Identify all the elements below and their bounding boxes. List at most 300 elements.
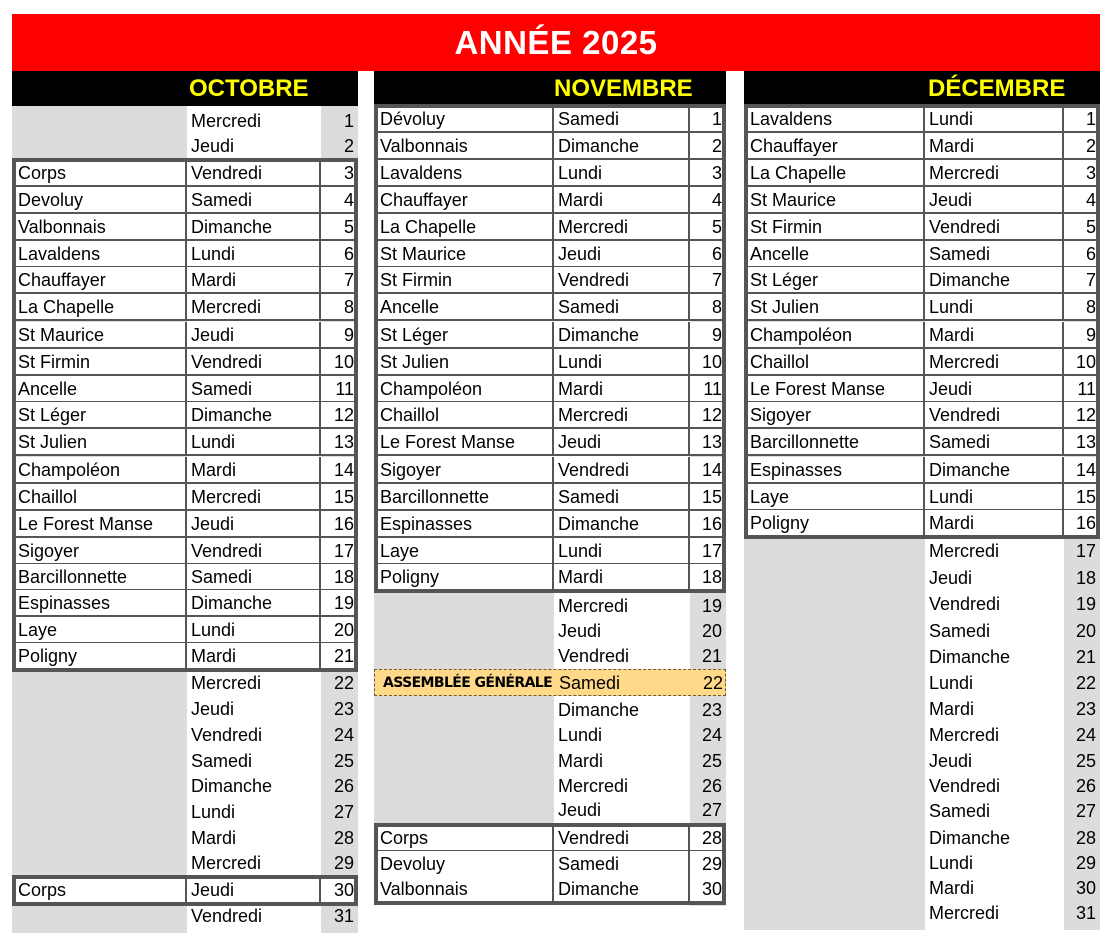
day-number: 20 bbox=[333, 620, 354, 640]
day-number: 7 bbox=[343, 270, 354, 290]
day-row bbox=[744, 565, 1100, 592]
day-number: 25 bbox=[701, 751, 722, 771]
place-name: Lavaldens bbox=[12, 241, 187, 268]
weekday: Dimanche bbox=[187, 590, 321, 617]
weekday: Samedi bbox=[559, 673, 621, 693]
day-number: 14 bbox=[333, 460, 354, 480]
place-name: St Léger bbox=[12, 402, 187, 429]
day-row bbox=[374, 773, 726, 800]
day-row bbox=[12, 877, 358, 904]
day-row bbox=[744, 773, 1100, 800]
day-number: 17 bbox=[333, 541, 354, 561]
place-name: Devoluy bbox=[374, 851, 554, 878]
day-row bbox=[744, 538, 1100, 565]
place-name: Chaillol bbox=[374, 402, 554, 429]
place-name: Lavaldens bbox=[374, 160, 554, 187]
day-number: 6 bbox=[343, 244, 354, 264]
day-number: 10 bbox=[333, 352, 354, 372]
place-name bbox=[374, 697, 554, 724]
day-number: 9 bbox=[711, 325, 722, 345]
weekday: Lundi bbox=[554, 538, 690, 565]
day-row bbox=[744, 670, 1100, 697]
month-name: DÉCEMBRE bbox=[928, 75, 1066, 102]
day-number: 17 bbox=[701, 541, 722, 561]
place-name: Ancelle bbox=[374, 294, 554, 321]
weekday: Jeudi bbox=[929, 568, 973, 588]
day-row bbox=[12, 214, 358, 241]
weekday: Lundi bbox=[925, 484, 1064, 511]
place-name bbox=[744, 722, 925, 749]
day-number: 23 bbox=[1075, 699, 1096, 719]
place-name bbox=[374, 618, 554, 645]
weekday: Samedi bbox=[929, 621, 991, 641]
day-number: 8 bbox=[343, 297, 354, 317]
weekday: Samedi bbox=[925, 241, 1064, 268]
day-row bbox=[12, 133, 358, 160]
day-row bbox=[12, 748, 358, 775]
day-number: 15 bbox=[333, 487, 354, 507]
weekday: Vendredi bbox=[187, 160, 321, 187]
day-row bbox=[12, 267, 358, 294]
day-row bbox=[374, 294, 726, 321]
place-name: Sigoyer bbox=[12, 538, 187, 565]
weekday: Jeudi bbox=[191, 136, 235, 156]
day-number: 8 bbox=[1085, 297, 1096, 317]
weekday: Lundi bbox=[187, 241, 321, 268]
day-number: 19 bbox=[701, 596, 722, 616]
day-row bbox=[744, 850, 1100, 877]
day-row bbox=[12, 376, 358, 403]
place-name bbox=[374, 773, 554, 800]
day-number: 29 bbox=[333, 853, 354, 873]
weekday: Jeudi bbox=[558, 621, 602, 641]
day-number: 25 bbox=[333, 751, 354, 771]
day-row bbox=[12, 903, 358, 930]
day-row bbox=[12, 538, 358, 565]
place-name bbox=[744, 618, 925, 645]
day-number: 4 bbox=[343, 190, 354, 210]
day-row bbox=[374, 484, 726, 511]
weekday: Lundi bbox=[925, 294, 1064, 321]
weekday: Mercredi bbox=[191, 853, 262, 873]
weekday: Samedi bbox=[929, 801, 991, 821]
day-number: 11 bbox=[1077, 379, 1096, 399]
day-number: 11 bbox=[703, 379, 722, 399]
day-number: 13 bbox=[333, 432, 354, 452]
place-name: Champoléon bbox=[744, 322, 925, 349]
weekday: Mercredi bbox=[925, 349, 1064, 376]
day-row bbox=[12, 322, 358, 349]
place-name: Barcillonnette bbox=[744, 429, 925, 456]
place-name: Le Forest Manse bbox=[12, 511, 187, 538]
day-number: 4 bbox=[711, 190, 722, 210]
day-row bbox=[744, 214, 1100, 241]
place-name: La Chapelle bbox=[744, 160, 925, 187]
weekday: Vendredi bbox=[558, 646, 630, 666]
place-name: Espinasses bbox=[744, 457, 925, 484]
day-number: 15 bbox=[1075, 487, 1096, 507]
weekday: Mardi bbox=[187, 267, 321, 294]
weekday: Vendredi bbox=[554, 825, 690, 852]
place-name: Chauffayer bbox=[744, 133, 925, 160]
place-name: St Maurice bbox=[12, 322, 187, 349]
place-name: St Julien bbox=[744, 294, 925, 321]
place-name: St Firmin bbox=[374, 267, 554, 294]
day-number: 9 bbox=[343, 325, 354, 345]
day-number: 14 bbox=[1075, 460, 1096, 480]
day-row bbox=[374, 214, 726, 241]
day-number: 17 bbox=[1075, 541, 1096, 561]
day-number: 1 bbox=[1085, 109, 1096, 129]
place-name: Espinasses bbox=[12, 590, 187, 617]
weekday: Mardi bbox=[187, 457, 321, 484]
place-name bbox=[744, 875, 925, 902]
weekday: Mercredi bbox=[191, 673, 262, 693]
place-name: Espinasses bbox=[374, 511, 554, 538]
weekday: Samedi bbox=[187, 376, 321, 403]
day-row bbox=[374, 825, 726, 852]
weekday: Jeudi bbox=[187, 511, 321, 538]
day-row bbox=[12, 722, 358, 749]
day-row bbox=[374, 133, 726, 160]
weekday: Mercredi bbox=[558, 776, 629, 796]
weekday: Dimanche bbox=[929, 828, 1011, 848]
day-row bbox=[744, 748, 1100, 775]
day-number: 21 bbox=[701, 646, 722, 666]
day-row bbox=[374, 267, 726, 294]
place-name: Laye bbox=[374, 538, 554, 565]
weekday: Vendredi bbox=[929, 776, 1001, 796]
place-name bbox=[12, 722, 187, 749]
day-number: 2 bbox=[343, 136, 354, 156]
day-number: 5 bbox=[711, 217, 722, 237]
day-number: 23 bbox=[333, 699, 354, 719]
place-name: Lavaldens bbox=[744, 106, 925, 133]
day-row bbox=[744, 696, 1100, 723]
day-number: 28 bbox=[1075, 828, 1096, 848]
day-number: 16 bbox=[333, 514, 354, 534]
day-row bbox=[12, 484, 358, 511]
place-name: Laye bbox=[744, 484, 925, 511]
place-name bbox=[12, 108, 187, 135]
weekday: Samedi bbox=[554, 294, 690, 321]
place-name: Ancelle bbox=[744, 241, 925, 268]
day-number: 16 bbox=[701, 514, 722, 534]
weekday: Samedi bbox=[191, 751, 253, 771]
weekday: Mercredi bbox=[191, 111, 262, 131]
place-name: Barcillonnette bbox=[12, 564, 187, 591]
place-name: Champoléon bbox=[12, 457, 187, 484]
weekday: Vendredi bbox=[191, 725, 263, 745]
day-row bbox=[374, 669, 726, 696]
day-row bbox=[744, 402, 1100, 429]
place-name bbox=[744, 798, 925, 825]
place-name: St Léger bbox=[374, 322, 554, 349]
weekday: Mercredi bbox=[929, 903, 1000, 923]
day-row bbox=[374, 106, 726, 133]
weekday: Lundi bbox=[187, 429, 321, 456]
day-row bbox=[12, 160, 358, 187]
place-name: Champoléon bbox=[374, 376, 554, 403]
weekday: Mercredi bbox=[925, 160, 1064, 187]
day-row bbox=[374, 402, 726, 429]
day-number: 26 bbox=[701, 776, 722, 796]
place-name bbox=[12, 696, 187, 723]
place-name bbox=[12, 748, 187, 775]
place-name: La Chapelle bbox=[12, 294, 187, 321]
weekday: Mardi bbox=[925, 510, 1064, 537]
place-name: Valbonnais bbox=[374, 133, 554, 160]
weekday: Jeudi bbox=[554, 429, 690, 456]
day-row bbox=[374, 564, 726, 591]
day-row bbox=[744, 618, 1100, 645]
day-number: 6 bbox=[1085, 244, 1096, 264]
assembly-label: ASSEMBLÉE GÉNÉRALE bbox=[383, 675, 553, 691]
day-number: 28 bbox=[701, 828, 722, 848]
day-row bbox=[744, 510, 1100, 537]
day-row bbox=[374, 349, 726, 376]
day-row bbox=[12, 773, 358, 800]
day-row bbox=[374, 593, 726, 620]
weekday: Mercredi bbox=[929, 725, 1000, 745]
day-number: 13 bbox=[701, 432, 722, 452]
day-number: 24 bbox=[1075, 725, 1096, 745]
weekday: Samedi bbox=[187, 564, 321, 591]
day-row bbox=[744, 294, 1100, 321]
day-row bbox=[374, 797, 726, 824]
day-row bbox=[12, 349, 358, 376]
day-number: 18 bbox=[701, 567, 722, 587]
day-row bbox=[374, 876, 726, 903]
day-row bbox=[744, 133, 1100, 160]
day-number: 20 bbox=[701, 621, 722, 641]
day-row bbox=[12, 511, 358, 538]
place-name: La Chapelle bbox=[374, 214, 554, 241]
weekday: Mardi bbox=[929, 699, 975, 719]
day-row bbox=[744, 591, 1100, 618]
day-row bbox=[12, 187, 358, 214]
place-name bbox=[744, 850, 925, 877]
place-name bbox=[374, 797, 554, 824]
place-name: Laye bbox=[12, 617, 187, 644]
place-name: Poligny bbox=[12, 643, 187, 670]
day-row bbox=[744, 376, 1100, 403]
weekday: Lundi bbox=[558, 725, 603, 745]
weekday: Lundi bbox=[925, 106, 1064, 133]
day-row bbox=[12, 670, 358, 697]
month-column-1 bbox=[12, 71, 358, 931]
weekday: Jeudi bbox=[554, 241, 690, 268]
place-name bbox=[744, 670, 925, 697]
weekday: Dimanche bbox=[187, 214, 321, 241]
day-number: 12 bbox=[333, 405, 354, 425]
day-row bbox=[12, 402, 358, 429]
day-row bbox=[12, 457, 358, 484]
place-name bbox=[374, 722, 554, 749]
weekday: Jeudi bbox=[925, 187, 1064, 214]
weekday: Dimanche bbox=[554, 133, 690, 160]
weekday: Mardi bbox=[554, 564, 690, 591]
day-number: 30 bbox=[701, 879, 722, 899]
day-row bbox=[744, 429, 1100, 456]
place-name: Barcillonnette bbox=[374, 484, 554, 511]
day-number: 14 bbox=[701, 460, 722, 480]
weekday: Lundi bbox=[191, 802, 236, 822]
day-number: 4 bbox=[1085, 190, 1096, 210]
day-number: 11 bbox=[335, 379, 354, 399]
day-number: 22 bbox=[1075, 673, 1096, 693]
day-row bbox=[374, 851, 726, 878]
day-row bbox=[12, 799, 358, 826]
place-name bbox=[12, 133, 187, 160]
weekday: Mercredi bbox=[558, 596, 629, 616]
day-number: 3 bbox=[343, 163, 354, 183]
day-row bbox=[744, 349, 1100, 376]
day-number: 20 bbox=[1075, 621, 1096, 641]
place-name: Chauffayer bbox=[374, 187, 554, 214]
month-name: OCTOBRE bbox=[189, 75, 309, 102]
day-number: 3 bbox=[1085, 163, 1096, 183]
weekday: Mardi bbox=[191, 828, 237, 848]
day-number: 12 bbox=[1075, 405, 1096, 425]
place-name bbox=[12, 799, 187, 826]
place-name: Le Forest Manse bbox=[374, 429, 554, 456]
day-row bbox=[374, 697, 726, 724]
place-name: St Léger bbox=[744, 267, 925, 294]
day-number: 29 bbox=[701, 854, 722, 874]
weekday: Dimanche bbox=[929, 647, 1011, 667]
place-name: St Firmin bbox=[12, 349, 187, 376]
weekday: Dimanche bbox=[925, 457, 1064, 484]
day-number: 31 bbox=[333, 906, 354, 926]
weekday: Dimanche bbox=[554, 511, 690, 538]
day-number: 6 bbox=[711, 244, 722, 264]
weekday: Samedi bbox=[554, 106, 690, 133]
weekday: Jeudi bbox=[925, 376, 1064, 403]
place-name bbox=[744, 644, 925, 671]
weekday: Dimanche bbox=[925, 267, 1064, 294]
weekday: Mardi bbox=[187, 643, 321, 670]
place-name bbox=[374, 643, 554, 670]
day-row bbox=[744, 267, 1100, 294]
place-name bbox=[374, 748, 554, 775]
place-name: Corps bbox=[12, 877, 187, 904]
page-title: ANNÉE 2025 bbox=[12, 14, 1100, 71]
place-name bbox=[744, 538, 925, 565]
weekday: Mercredi bbox=[187, 484, 321, 511]
day-number: 7 bbox=[1085, 270, 1096, 290]
weekday: Vendredi bbox=[554, 457, 690, 484]
day-number: 2 bbox=[1085, 136, 1096, 156]
place-name: Chaillol bbox=[12, 484, 187, 511]
weekday: Vendredi bbox=[925, 214, 1064, 241]
weekday: Mercredi bbox=[187, 294, 321, 321]
weekday: Lundi bbox=[929, 673, 974, 693]
day-number: 23 bbox=[701, 700, 722, 720]
month-column-2 bbox=[374, 71, 726, 931]
day-row bbox=[744, 457, 1100, 484]
day-number: 19 bbox=[333, 593, 354, 613]
day-number: 18 bbox=[1075, 568, 1096, 588]
day-row bbox=[12, 564, 358, 591]
day-number: 3 bbox=[711, 163, 722, 183]
weekday: Lundi bbox=[554, 349, 690, 376]
weekday: Jeudi bbox=[558, 800, 602, 820]
place-name: St Firmin bbox=[744, 214, 925, 241]
day-row bbox=[374, 376, 726, 403]
weekday: Samedi bbox=[554, 851, 690, 878]
weekday: Jeudi bbox=[929, 751, 973, 771]
weekday: Mercredi bbox=[929, 541, 1000, 561]
day-number: 5 bbox=[343, 217, 354, 237]
day-row bbox=[12, 617, 358, 644]
place-name: Chauffayer bbox=[12, 267, 187, 294]
day-row bbox=[12, 643, 358, 670]
day-row bbox=[744, 322, 1100, 349]
day-number: 16 bbox=[1075, 513, 1096, 533]
day-number: 12 bbox=[701, 405, 722, 425]
weekday: Dimanche bbox=[558, 700, 640, 720]
weekday: Vendredi bbox=[554, 267, 690, 294]
day-number: 28 bbox=[333, 828, 354, 848]
day-number: 10 bbox=[701, 352, 722, 372]
day-number: 29 bbox=[1075, 853, 1096, 873]
day-number: 8 bbox=[711, 297, 722, 317]
day-number: 19 bbox=[1075, 594, 1096, 614]
weekday: Jeudi bbox=[191, 699, 235, 719]
weekday: Jeudi bbox=[187, 322, 321, 349]
day-row bbox=[12, 241, 358, 268]
weekday: Mardi bbox=[929, 878, 975, 898]
place-name: Chaillol bbox=[744, 349, 925, 376]
weekday: Dimanche bbox=[554, 322, 690, 349]
place-name: Poligny bbox=[374, 564, 554, 591]
weekday: Lundi bbox=[929, 853, 974, 873]
day-number: 18 bbox=[333, 567, 354, 587]
day-row bbox=[374, 618, 726, 645]
weekday: Lundi bbox=[554, 160, 690, 187]
weekday: Dimanche bbox=[554, 876, 690, 903]
weekday: Mercredi bbox=[554, 402, 690, 429]
day-number: 24 bbox=[701, 725, 722, 745]
month-column-3 bbox=[744, 71, 1100, 931]
weekday: Samedi bbox=[554, 484, 690, 511]
day-row bbox=[12, 429, 358, 456]
day-number: 24 bbox=[333, 725, 354, 745]
place-name bbox=[12, 670, 187, 697]
weekday: Jeudi bbox=[187, 877, 321, 904]
day-row bbox=[374, 722, 726, 749]
weekday: Mardi bbox=[925, 133, 1064, 160]
day-row bbox=[374, 241, 726, 268]
day-number: 31 bbox=[1075, 903, 1096, 923]
place-name bbox=[12, 773, 187, 800]
day-number: 27 bbox=[333, 802, 354, 822]
place-name bbox=[744, 748, 925, 775]
day-row bbox=[12, 294, 358, 321]
place-name bbox=[12, 850, 187, 877]
day-row bbox=[12, 590, 358, 617]
place-name bbox=[374, 593, 554, 620]
place-name bbox=[744, 900, 925, 927]
day-row bbox=[744, 825, 1100, 852]
day-row bbox=[12, 850, 358, 877]
weekday: Vendredi bbox=[925, 402, 1064, 429]
day-number: 10 bbox=[1075, 352, 1096, 372]
weekday: Samedi bbox=[187, 187, 321, 214]
day-number: 21 bbox=[1075, 647, 1096, 667]
weekday: Samedi bbox=[925, 429, 1064, 456]
